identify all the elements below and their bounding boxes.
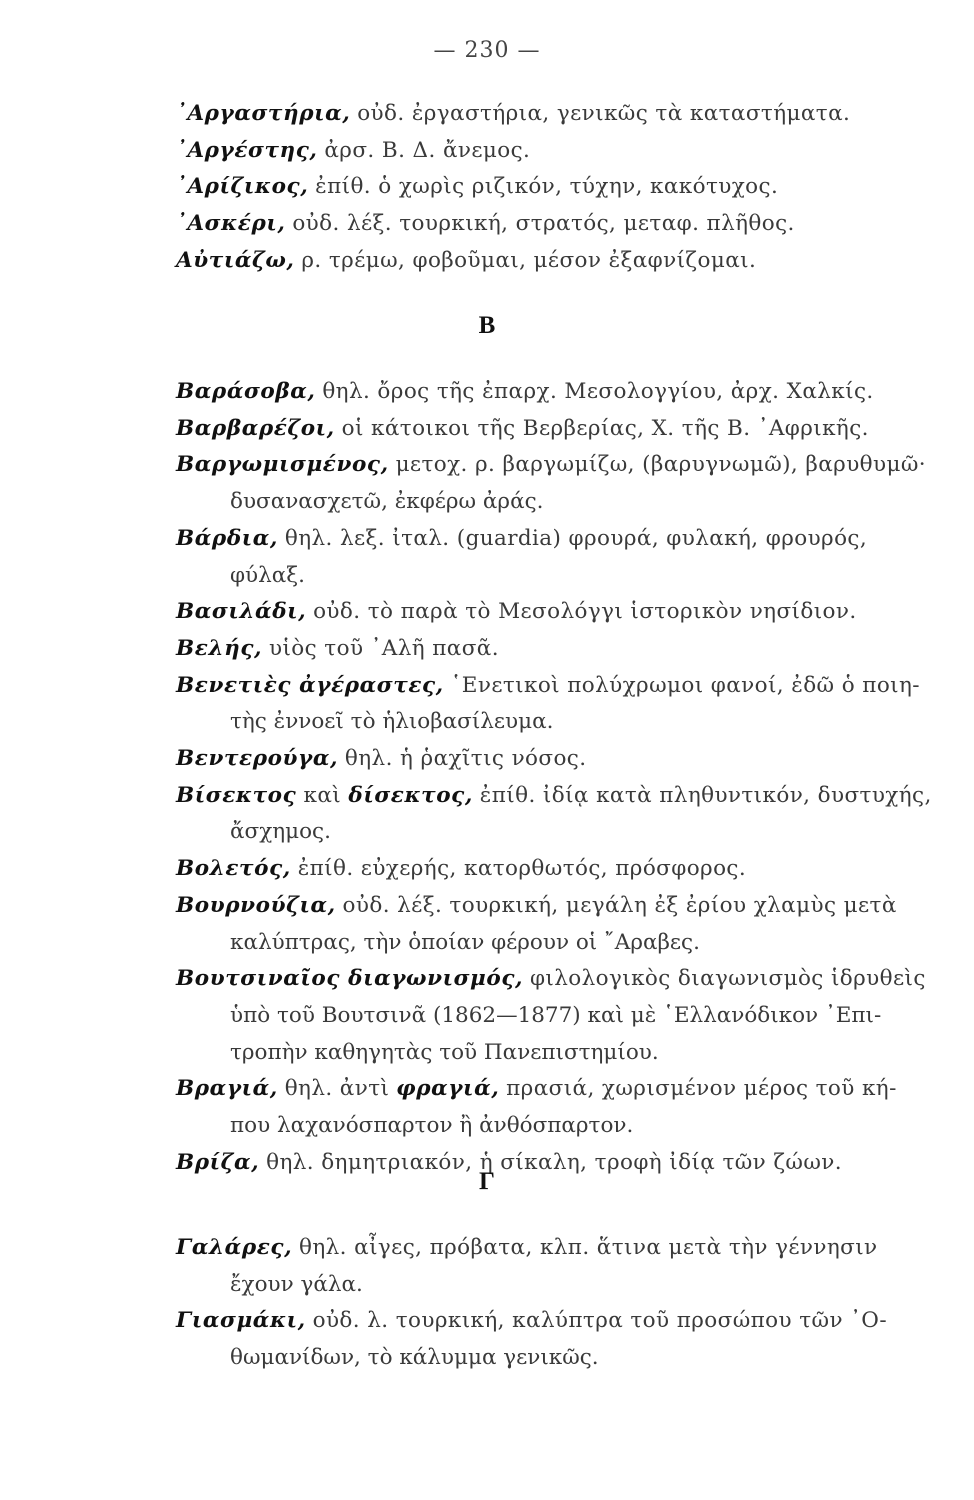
section-beta [176,374,936,1181]
definition: ῾Ενετικοὶ πολύχρωμοι φανοί, ἐδῶ ὁ ποιη- [450,672,920,698]
definition: μετοχ. ρ. βαργωμίζω, (βαρυγνωμῶ), βαρυθυμῶ· [395,452,927,478]
headword-variant: φραγιά, [396,1076,500,1102]
headword: Βενετιὲς ἀγέραστες, [176,672,444,698]
section-gamma [176,1230,936,1377]
definition-continuation: ἔχουν γάλα. [230,1271,363,1297]
entry [176,96,936,133]
entry [176,206,936,243]
definition: οὐδ. λέξ. τουρκική, στρατός, μεταφ. πλῆθος. [292,211,795,237]
headword: Βασιλάδι, [176,599,307,625]
definition-continuation: ὑπὸ τοῦ Βουτσινᾶ (1862—1877) καὶ μὲ ῾Ελλανόδικον ᾿Επι- [230,1002,882,1028]
headword: ᾿Αρίζικος, [176,174,309,200]
headword: ᾿Ασκέρι, [176,211,286,237]
headword: Βεντερούγα, [176,746,339,772]
entry [176,668,936,741]
definition: πρασιά, χωρισμένον μέρος τοῦ κή- [506,1076,897,1102]
definition: ρ. τρέμω, φοβοῦμαι, μέσον ἐξαφνίζομαι. [301,247,757,273]
entry [176,447,936,520]
definition: οὐδ. τὸ παρὰ τὸ Μεσολόγγι ἱστορικὸν νησίδιον. [313,599,857,625]
definition: ἐπίθ. ἰδίᾳ κατὰ πληθυντικόν, δυστυχής, [479,782,932,808]
definition: φιλολογικὸς διαγωνισμὸς ἱδρυθεὶς [529,966,926,992]
entry [176,1071,936,1144]
headword: Βολετός, [176,856,291,882]
definition: ἐπίθ. εὐχερής, κατορθωτός, πρόσφορος. [297,856,747,882]
entry [176,411,936,448]
definition: οὐδ. ἐργαστήρια, γενικῶς τὰ καταστήματα. [357,101,851,126]
entry [176,778,936,851]
headword: Βάρδια, [176,525,278,551]
definition-continuation: φύλαξ. [230,562,305,588]
definition-continuation: ἄσχημος. [230,819,331,845]
page-number: — 230 — [433,38,541,63]
definition: θηλ. δημητριακόν, ἡ σίκαλη, τροφὴ ἰδίᾳ τῶν ζώων. [266,1149,843,1175]
definition: θηλ. ὄρος τῆς ἐπαρχ. Μεσολογγίου, ἀρχ. Χαλκίς. [322,379,874,404]
entry [176,521,936,594]
definition-continuation: τροπὴν καθηγητὰς τοῦ Πανεπιστημίου. [230,1039,659,1065]
definition: οὐδ. λ. τουρκική, καλύπτρα τοῦ προσώπου τῶν ᾿Ο- [312,1308,888,1334]
definition: θηλ. ἀντὶ [284,1076,390,1102]
headword: Βίσεκτος [176,782,297,808]
entry [176,1230,936,1303]
entry [176,961,936,1071]
definition: θηλ. αἶγες, πρόβατα, κλπ. ἅτινα μετὰ τὴν γέννησιν [299,1235,878,1260]
definition: υἱὸς τοῦ ᾿Αλῆ πασᾶ. [268,635,499,661]
headword-variant: δίσεκτος, [348,782,473,808]
definition: θηλ. ἡ ῥαχῖτις νόσος. [344,746,587,772]
headword: Γιασμάκι, [176,1308,306,1334]
entry [176,888,936,961]
headword: Βαράσοβα, [176,379,316,404]
section-alpha [176,96,936,280]
definition-continuation: δυσανασχετῶ, ἐκφέρω ἀράς. [230,489,544,515]
headword: Βουτσιναῖος διαγωνισμός, [176,966,524,992]
headword: ᾿Αργαστήρια, [176,101,351,126]
entry [176,741,936,778]
definition-continuation: θωμανίδων, τὸ κάλυμμα γενικῶς. [230,1345,599,1371]
entry [176,1303,936,1376]
headword: Βουρνούζια, [176,892,336,918]
entry [176,169,936,206]
definition: οὐδ. λέξ. τουρκική, μεγάλη ἐξ ἐρίου χλαμὺς μετὰ [342,892,897,918]
headword: Βαργωμισμένος, [176,452,389,478]
headword: Βραγιά, [176,1076,278,1102]
definition: οἱ κάτοικοι τῆς Βερβερίας, Χ. τῆς Β. ᾿Αφρικῆς. [341,415,869,441]
entry [176,374,936,411]
headword: Γαλάρες, [176,1235,293,1260]
entry [176,594,936,631]
entry [176,133,936,170]
definition-continuation: τὴς ἐννοεῖ τὸ ἡλιοβασίλευμα. [230,709,554,735]
definition: ἐπίθ. ὁ χωρὶς ριζικόν, τύχην, κακότυχος. [315,174,779,200]
headword: Βελής, [176,635,263,661]
entry [176,243,936,280]
entry [176,631,936,668]
headword: Βρίζα, [176,1149,260,1175]
section-letter-beta: Β [478,312,496,339]
headword: Βαρβαρέζοι, [176,415,335,441]
definition: θηλ. λεξ. ἰταλ. (guardia) φρουρά, φυλακή, φρουρός, [284,525,868,551]
definition-continuation: καλύπτρας, τὴν ὁποίαν φέρουν οἱ ῎Αραβες. [230,929,700,955]
headword: ᾿Αργέστης, [176,137,318,163]
entry [176,851,936,888]
definition-continuation: που λαχανόσπαρτον ἢ ἀνθόσπαρτον. [230,1113,634,1139]
connector: καὶ [296,782,349,808]
section-letter-gamma: Γ [479,1168,495,1195]
headword: Αὐτιάζω, [176,247,295,273]
definition: ἀρσ. Β. Δ. ἄνεμος. [324,137,531,163]
